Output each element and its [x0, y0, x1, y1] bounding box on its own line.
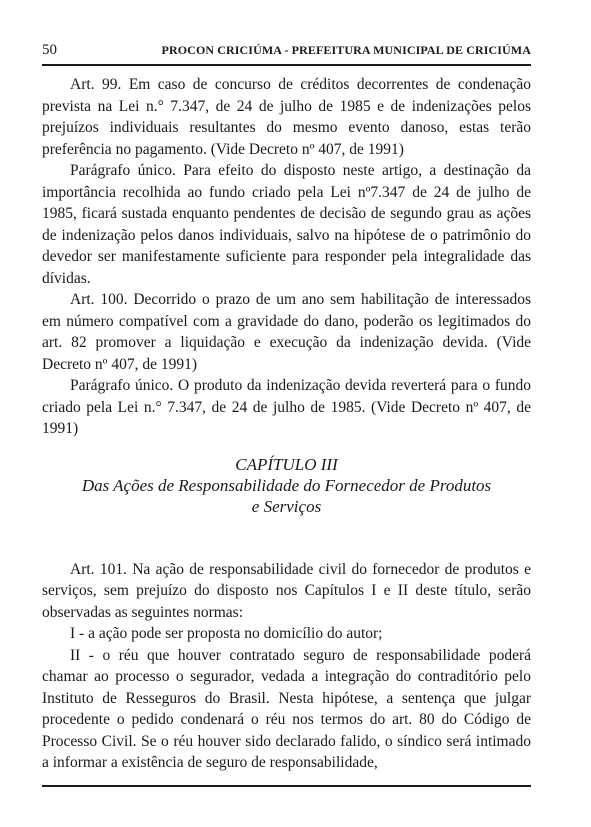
- body-text: [42, 74, 531, 774]
- running-title: PROCON CRICIÚMA - PREFEITURA MUNICIPAL DE CRICIÚMA: [161, 43, 531, 57]
- paragraph-item-ii: II - o réu que houver contratado seguro de responsabilidade poderá chamar ao processo o segurador, vedada a integração do contraditório pelo Instituto de Resseguros do Brasil. Nesta hipótese, a sentença que julgar procedente o pedido condenará o réu nos termos do art. 80 do Código de Processo Civil. Se o réu houver sido declarado falido, o síndico será intimado a informar a existência de seguro de responsabilidade,: [42, 646, 531, 771]
- chapter-title: CAPÍTULO III: [235, 454, 338, 474]
- chapter-heading-block: [42, 454, 531, 517]
- paragraph-art-99: Art. 99. Em caso de concurso de créditos decorrentes de condenação prevista na Lei n.° 7.347, de 24 de julho de 1985 e de indenizações pelos prejuízos individuais resultantes do mesmo evento danoso, estas terão preferência no pagamento. (Vide Decreto nº 407, de 1991): [42, 76, 531, 158]
- footer-rule: [42, 785, 531, 787]
- document-page: [42, 0, 531, 827]
- paragraph-art-100-sole: Parágrafo único. O produto da indenização devida reverterá para o fundo criado pela Lei n.° 7.347, de 24 de julho de 1985. (Vide Decreto nº 407, de 1991): [42, 377, 531, 437]
- page-header: [42, 42, 531, 60]
- section-spacer: [42, 517, 531, 559]
- paragraph-item-i: I - a ação pode ser proposta no domicílio do autor;: [70, 625, 383, 642]
- page-number: 50: [42, 42, 57, 58]
- chapter-subtitle: Das Ações de Responsabilidade do Fornecedor de Produtos e Serviços: [81, 475, 492, 516]
- paragraph-art-100: Art. 100. Decorrido o prazo de um ano sem habilitação de interessados em número compatível com a gravidade do dano, poderão os legitimados do art. 82 promover a liquidação e execução da indenização devida. (Vide Decreto nº 407, de 1991): [42, 291, 531, 373]
- paragraph-art-101: Art. 101. Na ação de responsabilidade civil do fornecedor de produtos e serviços, sem prejuízo do disposto nos Capítulos I e II deste título, serão observadas as seguintes normas:: [42, 560, 531, 621]
- header-rule: [42, 64, 531, 66]
- paragraph-art-99-sole: Parágrafo único. Para efeito do disposto neste artigo, a destinação da importância recolhida ao fundo criado pela Lei nº7.347 de 24 de julho de 1985, ficará sustada enquanto pendentes de decisão de segundo grau as ações de indenização pelos danos individuais, salvo na hipótese de o patrimônio do devedor ser manifestamente suficiente para responder pela integralidade das dívidas.: [42, 162, 531, 287]
